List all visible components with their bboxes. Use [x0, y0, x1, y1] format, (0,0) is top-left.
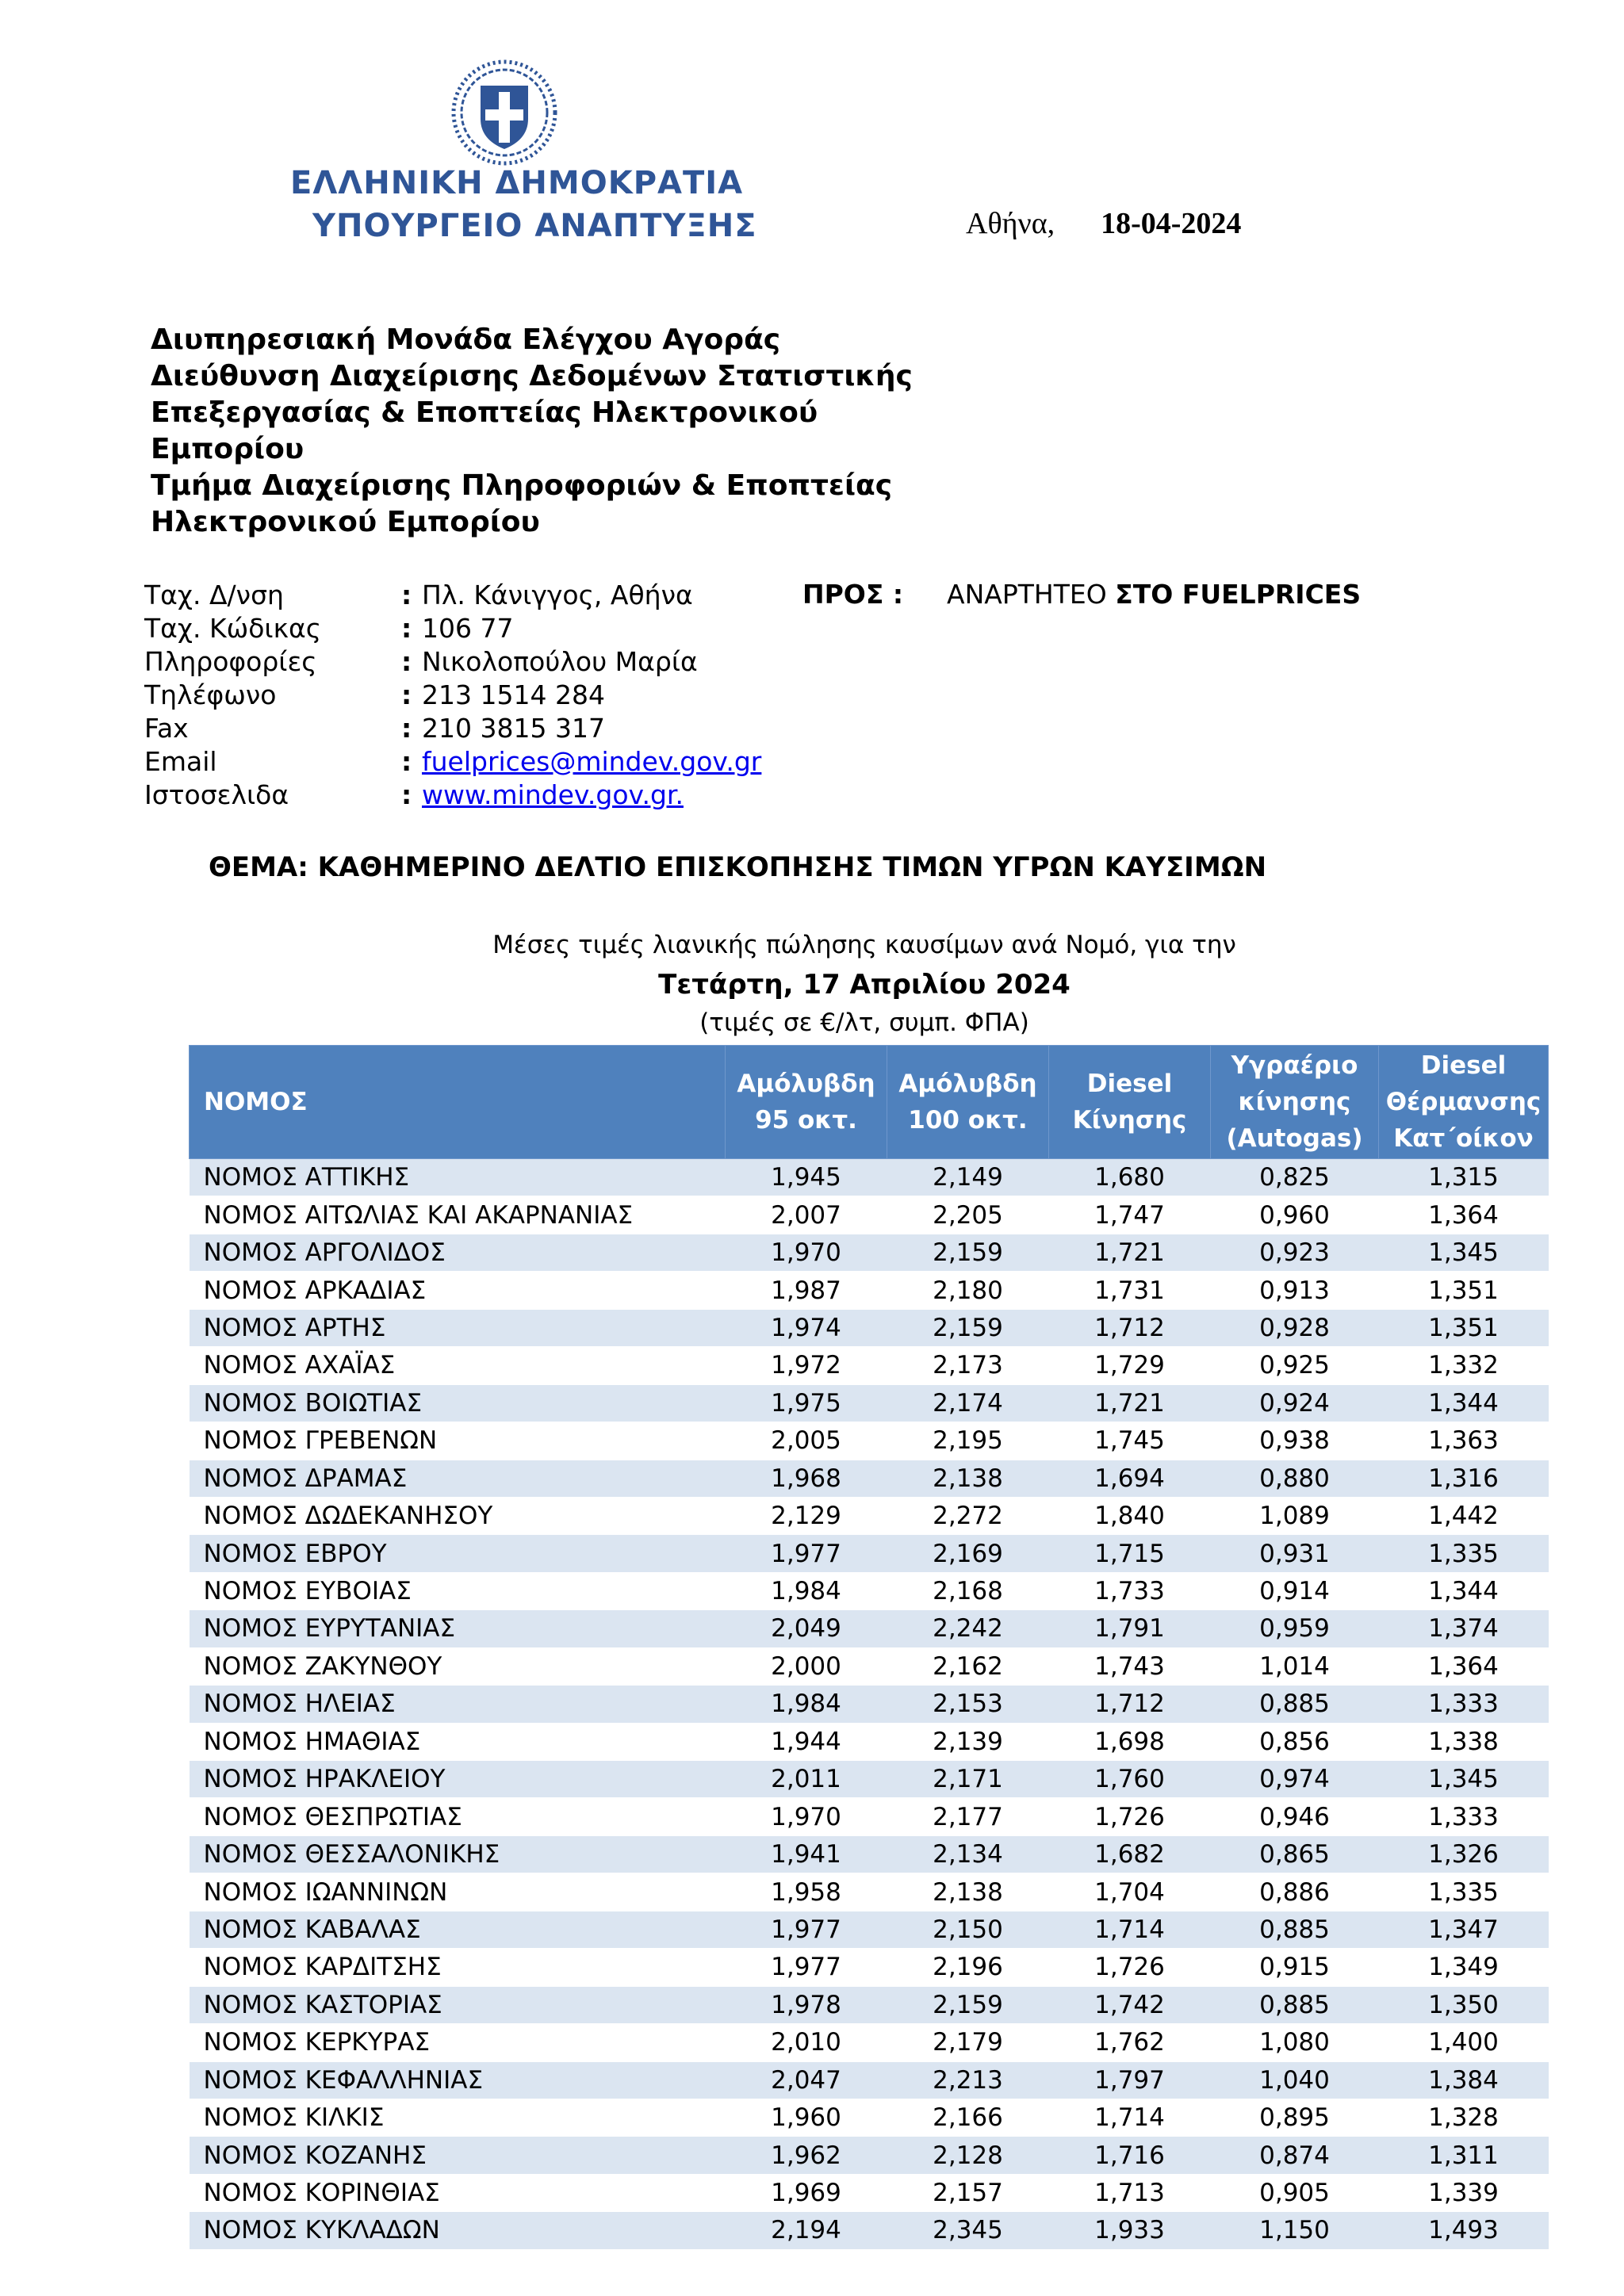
cell-diesel: 1,762 [1049, 2024, 1211, 2061]
cell-unleaded-95: 1,941 [726, 1835, 887, 1873]
cell-diesel: 1,729 [1049, 1347, 1211, 1384]
cell-unleaded-95: 1,977 [726, 1911, 887, 1948]
table-row [190, 2061, 1549, 2099]
cell-autogas: 0,959 [1211, 1610, 1379, 1647]
contact-label: Email [144, 746, 217, 777]
table-row [190, 1196, 1549, 1234]
cell-nomos: ΝΟΜΟΣ ΑΡΓΟΛΙΔΟΣ [190, 1234, 726, 1271]
cell-heating-diesel: 1,339 [1379, 2174, 1549, 2211]
cell-autogas: 0,946 [1211, 1798, 1379, 1835]
cell-diesel: 1,694 [1049, 1460, 1211, 1497]
cell-unleaded-95: 1,984 [726, 1572, 887, 1609]
cell-unleaded-95: 1,968 [726, 1460, 887, 1497]
cell-unleaded-95: 1,978 [726, 1986, 887, 2023]
cell-nomos: ΝΟΜΟΣ ΘΕΣΠΡΩΤΙΑΣ [190, 1798, 726, 1835]
cell-unleaded-95: 1,977 [726, 1535, 887, 1572]
cell-unleaded-100: 2,205 [887, 1196, 1049, 1234]
cell-heating-diesel: 1,335 [1379, 1535, 1549, 1572]
table-date: Τετάρτη, 17 Απριλίου 2024 [658, 969, 1071, 1001]
table-row [190, 1686, 1549, 1723]
cell-heating-diesel: 1,344 [1379, 1572, 1549, 1609]
cell-heating-diesel: 1,332 [1379, 1347, 1549, 1384]
cell-autogas: 0,960 [1211, 1196, 1379, 1234]
table-row [190, 1949, 1549, 1986]
republic-title: ΕΛΛΗΝΙΚΗ ΔΗΜΟΚΡΑΤΙΑ [290, 165, 744, 201]
cell-autogas: 0,885 [1211, 1986, 1379, 2023]
cell-unleaded-100: 2,180 [887, 1272, 1049, 1309]
cell-heating-diesel: 1,493 [1379, 2212, 1549, 2249]
contact-label: Ταχ. Κώδικας [144, 613, 322, 644]
department-line: Διυπηρεσιακή Μονάδα Ελέγχου Αγοράς [151, 323, 781, 356]
cell-diesel: 1,721 [1049, 1384, 1211, 1422]
cell-heating-diesel: 1,335 [1379, 1873, 1549, 1911]
cell-diesel: 1,747 [1049, 1196, 1211, 1234]
cell-unleaded-95: 1,962 [726, 2137, 887, 2174]
department-line: Ηλεκτρονικού Εμπορίου [151, 506, 540, 538]
contact-separator: : [401, 713, 412, 744]
postcode-value: 106 77 [422, 613, 514, 644]
department-block [151, 322, 913, 541]
cell-unleaded-95: 1,969 [726, 2174, 887, 2211]
table-row [190, 1384, 1549, 1422]
table-row [190, 1497, 1549, 1534]
cell-unleaded-100: 2,166 [887, 2099, 1049, 2136]
cell-nomos: ΝΟΜΟΣ ΕΥΒΟΙΑΣ [190, 1572, 726, 1609]
contact-separator: : [401, 779, 412, 810]
document-date: 18-04-2024 [1101, 207, 1242, 240]
cell-nomos: ΝΟΜΟΣ ΗΡΑΚΛΕΙΟΥ [190, 1761, 726, 1798]
table-row [190, 1347, 1549, 1384]
table-row [190, 1835, 1549, 1873]
fax-value: 210 3815 317 [422, 713, 605, 744]
cell-heating-diesel: 1,347 [1379, 1911, 1549, 1948]
cell-heating-diesel: 1,315 [1379, 1159, 1549, 1196]
cell-autogas: 0,856 [1211, 1723, 1379, 1760]
cell-autogas: 0,885 [1211, 1911, 1379, 1948]
cell-nomos: ΝΟΜΟΣ ΑΤΤΙΚΗΣ [190, 1159, 726, 1196]
cell-autogas: 0,825 [1211, 1159, 1379, 1196]
recipient-label: ΠΡΟΣ : [802, 579, 904, 610]
cell-autogas: 0,914 [1211, 1572, 1379, 1609]
cell-nomos: ΝΟΜΟΣ ΗΛΕΙΑΣ [190, 1686, 726, 1723]
recipient-prefix: ΑΝΑΡΤΗΤΕΟ [947, 579, 1107, 610]
table-row [190, 1761, 1549, 1798]
contact-label: Ιστοσελιδα [144, 779, 289, 810]
cell-diesel: 1,712 [1049, 1309, 1211, 1346]
greek-emblem-icon [449, 57, 560, 168]
cell-unleaded-100: 2,139 [887, 1723, 1049, 1760]
department-line: Εμπορίου [151, 433, 304, 465]
cell-diesel: 1,933 [1049, 2212, 1211, 2249]
department-line: Επεξεργασίας & Εποπτείας Ηλεκτρονικού [151, 396, 818, 429]
cell-nomos: ΝΟΜΟΣ ΚΙΛΚΙΣ [190, 2099, 726, 2136]
cell-nomos: ΝΟΜΟΣ ΔΡΑΜΑΣ [190, 1460, 726, 1497]
cell-autogas: 0,905 [1211, 2174, 1379, 2211]
cell-heating-diesel: 1,364 [1379, 1647, 1549, 1685]
cell-unleaded-100: 2,162 [887, 1647, 1049, 1685]
cell-unleaded-95: 1,974 [726, 1309, 887, 1346]
cell-autogas: 0,874 [1211, 2137, 1379, 2174]
cell-unleaded-95: 2,005 [726, 1422, 887, 1460]
cell-diesel: 1,791 [1049, 1610, 1211, 1647]
cell-unleaded-100: 2,157 [887, 2174, 1049, 2211]
cell-unleaded-100: 2,150 [887, 1911, 1049, 1948]
recipient-target: ΣΤΟ FUELPRICES [1115, 579, 1362, 610]
cell-diesel: 1,716 [1049, 2137, 1211, 2174]
cell-unleaded-95: 1,944 [726, 1723, 887, 1760]
cell-unleaded-100: 2,169 [887, 1535, 1049, 1572]
phone-value: 213 1514 284 [422, 679, 605, 710]
cell-heating-diesel: 1,374 [1379, 1610, 1549, 1647]
cell-diesel: 1,704 [1049, 1873, 1211, 1911]
cell-nomos: ΝΟΜΟΣ ΖΑΚΥΝΘΟΥ [190, 1647, 726, 1685]
contact-separator: : [401, 580, 412, 610]
cell-nomos: ΝΟΜΟΣ ΚΑΡΔΙΤΣΗΣ [190, 1949, 726, 1986]
cell-autogas: 0,886 [1211, 1873, 1379, 1911]
table-caption: Μέσες τιμές λιανικής πώλησης καυσίμων ανά Νομό, για την [492, 931, 1236, 959]
contact-label: Fax [144, 713, 189, 744]
dateline [966, 206, 1241, 241]
ministry-title: ΥΠΟΥΡΓΕΙΟ ΑΝΑΠΤΥΞΗΣ [312, 208, 757, 244]
table-row [190, 2174, 1549, 2211]
cell-nomos: ΝΟΜΟΣ ΕΥΡΥΤΑΝΙΑΣ [190, 1610, 726, 1647]
table-row [190, 1610, 1549, 1647]
cell-unleaded-100: 2,138 [887, 1873, 1049, 1911]
cell-diesel: 1,714 [1049, 2099, 1211, 2136]
cell-heating-diesel: 1,349 [1379, 1949, 1549, 1986]
cell-diesel: 1,745 [1049, 1422, 1211, 1460]
cell-diesel: 1,742 [1049, 1986, 1211, 2023]
cell-heating-diesel: 1,328 [1379, 2099, 1549, 2136]
cell-unleaded-95: 1,970 [726, 1798, 887, 1835]
table-body [190, 1159, 1549, 2250]
table-row [190, 2137, 1549, 2174]
table-row [190, 2212, 1549, 2249]
cell-heating-diesel: 1,350 [1379, 1986, 1549, 2023]
cell-nomos: ΝΟΜΟΣ ΑΧΑΪΑΣ [190, 1347, 726, 1384]
cell-unleaded-100: 2,149 [887, 1159, 1049, 1196]
cell-unleaded-95: 2,007 [726, 1196, 887, 1234]
location: Αθήνα, [966, 207, 1055, 240]
cell-autogas: 1,014 [1211, 1647, 1379, 1685]
cell-diesel: 1,680 [1049, 1159, 1211, 1196]
cell-unleaded-95: 2,010 [726, 2024, 887, 2061]
cell-heating-diesel: 1,344 [1379, 1384, 1549, 1422]
cell-diesel: 1,840 [1049, 1497, 1211, 1534]
table-row [190, 1234, 1549, 1271]
table-header-row [190, 1046, 1549, 1159]
table-row [190, 2024, 1549, 2061]
cell-unleaded-100: 2,173 [887, 1347, 1049, 1384]
cell-unleaded-100: 2,177 [887, 1798, 1049, 1835]
cell-diesel: 1,726 [1049, 1798, 1211, 1835]
cell-heating-diesel: 1,316 [1379, 1460, 1549, 1497]
website-link[interactable]: www.mindev.gov.gr. [422, 779, 684, 810]
cell-nomos: ΝΟΜΟΣ ΚΕΦΑΛΛΗΝΙΑΣ [190, 2061, 726, 2099]
cell-unleaded-100: 2,174 [887, 1384, 1049, 1422]
cell-autogas: 0,915 [1211, 1949, 1379, 1986]
cell-heating-diesel: 1,351 [1379, 1272, 1549, 1309]
cell-nomos: ΝΟΜΟΣ ΕΒΡΟΥ [190, 1535, 726, 1572]
cell-nomos: ΝΟΜΟΣ ΔΩΔΕΚΑΝΗΣΟΥ [190, 1497, 726, 1534]
contact-separator: : [401, 679, 412, 710]
cell-heating-diesel: 1,311 [1379, 2137, 1549, 2174]
cell-nomos: ΝΟΜΟΣ ΑΡΚΑΔΙΑΣ [190, 1272, 726, 1309]
cell-nomos: ΝΟΜΟΣ ΚΑΣΤΟΡΙΑΣ [190, 1986, 726, 2023]
cell-diesel: 1,715 [1049, 1535, 1211, 1572]
cell-diesel: 1,713 [1049, 2174, 1211, 2211]
contact-separator: : [401, 646, 412, 677]
cell-unleaded-100: 2,195 [887, 1422, 1049, 1460]
cell-autogas: 0,885 [1211, 1686, 1379, 1723]
cell-diesel: 1,714 [1049, 1911, 1211, 1948]
cell-unleaded-100: 2,153 [887, 1686, 1049, 1723]
cell-unleaded-100: 2,171 [887, 1761, 1049, 1798]
cell-autogas: 1,150 [1211, 2212, 1379, 2249]
cell-autogas: 1,080 [1211, 2024, 1379, 2061]
cell-heating-diesel: 1,333 [1379, 1798, 1549, 1835]
contact-separator: : [401, 746, 412, 777]
table-units: (τιμές σε €/λτ, συμπ. ΦΠΑ) [699, 1008, 1029, 1037]
cell-autogas: 0,923 [1211, 1234, 1379, 1271]
cell-unleaded-95: 1,958 [726, 1873, 887, 1911]
table-row [190, 1272, 1549, 1309]
cell-autogas: 0,880 [1211, 1460, 1379, 1497]
cell-unleaded-95: 2,011 [726, 1761, 887, 1798]
cell-autogas: 0,938 [1211, 1422, 1379, 1460]
cell-heating-diesel: 1,442 [1379, 1497, 1549, 1534]
cell-diesel: 1,682 [1049, 1835, 1211, 1873]
cell-diesel: 1,726 [1049, 1949, 1211, 1986]
cell-autogas: 1,089 [1211, 1497, 1379, 1534]
department-line: Διεύθυνση Διαχείρισης Δεδομένων Στατιστικής [151, 360, 913, 392]
cell-nomos: ΝΟΜΟΣ ΓΡΕΒΕΝΩΝ [190, 1422, 726, 1460]
document-subject: ΘΕΜΑ: ΚΑΘΗΜΕΡΙΝΟ ΔΕΛΤΙΟ ΕΠΙΣΚΟΠΗΣΗΣ ΤΙΜΩΝ ΥΓΡΩΝ ΚΑΥΣΙΜΩΝ [208, 851, 1267, 883]
header-heating-diesel: Diesel Θέρμανσης Κατ΄οίκον [1379, 1046, 1549, 1159]
cell-unleaded-95: 2,049 [726, 1610, 887, 1647]
cell-nomos: ΝΟΜΟΣ ΑΙΤΩΛΙΑΣ ΚΑΙ ΑΚΑΡΝΑΝΙΑΣ [190, 1196, 726, 1234]
header-unleaded-100: Αμόλυβδη 100 οκτ. [887, 1046, 1049, 1159]
table-row [190, 1986, 1549, 2023]
cell-nomos: ΝΟΜΟΣ ΚΥΚΛΑΔΩΝ [190, 2212, 726, 2249]
cell-nomos: ΝΟΜΟΣ ΘΕΣΣΑΛΟΝΙΚΗΣ [190, 1835, 726, 1873]
cell-heating-diesel: 1,400 [1379, 2024, 1549, 2061]
cell-autogas: 0,974 [1211, 1761, 1379, 1798]
cell-nomos: ΝΟΜΟΣ ΗΜΑΘΙΑΣ [190, 1723, 726, 1760]
cell-autogas: 0,931 [1211, 1535, 1379, 1572]
header-unleaded-95: Αμόλυβδη 95 οκτ. [726, 1046, 887, 1159]
cell-nomos: ΝΟΜΟΣ ΚΕΡΚΥΡΑΣ [190, 2024, 726, 2061]
cell-heating-diesel: 1,345 [1379, 1761, 1549, 1798]
cell-heating-diesel: 1,345 [1379, 1234, 1549, 1271]
cell-nomos: ΝΟΜΟΣ ΚΟΡΙΝΘΙΑΣ [190, 2174, 726, 2211]
cell-heating-diesel: 1,364 [1379, 1196, 1549, 1234]
cell-nomos: ΝΟΜΟΣ ΒΟΙΩΤΙΑΣ [190, 1384, 726, 1422]
cell-diesel: 1,760 [1049, 1761, 1211, 1798]
fuel-prices-table [189, 1045, 1549, 2250]
cell-unleaded-95: 1,984 [726, 1686, 887, 1723]
cell-unleaded-100: 2,138 [887, 1460, 1049, 1497]
cell-unleaded-100: 2,179 [887, 2024, 1049, 2061]
email-link[interactable]: fuelprices@mindev.gov.gr [422, 746, 762, 777]
cell-heating-diesel: 1,384 [1379, 2061, 1549, 2099]
cell-diesel: 1,721 [1049, 1234, 1211, 1271]
cell-unleaded-95: 1,987 [726, 1272, 887, 1309]
cell-autogas: 0,928 [1211, 1309, 1379, 1346]
table-row [190, 2099, 1549, 2136]
cell-diesel: 1,797 [1049, 2061, 1211, 2099]
cell-unleaded-100: 2,159 [887, 1986, 1049, 2023]
cell-unleaded-95: 1,972 [726, 1347, 887, 1384]
table-row [190, 1647, 1549, 1685]
cell-unleaded-100: 2,242 [887, 1610, 1049, 1647]
cell-unleaded-100: 2,159 [887, 1234, 1049, 1271]
table-row [190, 1309, 1549, 1346]
cell-heating-diesel: 1,338 [1379, 1723, 1549, 1760]
cell-diesel: 1,743 [1049, 1647, 1211, 1685]
cell-diesel: 1,712 [1049, 1686, 1211, 1723]
cell-autogas: 1,040 [1211, 2061, 1379, 2099]
cell-nomos: ΝΟΜΟΣ ΑΡΤΗΣ [190, 1309, 726, 1346]
cell-unleaded-100: 2,213 [887, 2061, 1049, 2099]
cell-nomos: ΝΟΜΟΣ ΚΟΖΑΝΗΣ [190, 2137, 726, 2174]
table-row [190, 1798, 1549, 1835]
cell-unleaded-95: 1,970 [726, 1234, 887, 1271]
cell-heating-diesel: 1,363 [1379, 1422, 1549, 1460]
cell-autogas: 0,865 [1211, 1835, 1379, 1873]
cell-diesel: 1,731 [1049, 1272, 1211, 1309]
cell-autogas: 0,895 [1211, 2099, 1379, 2136]
contact-label: Πληροφορίες [144, 646, 317, 677]
contact-label: Ταχ. Δ/νση [144, 580, 284, 610]
cell-unleaded-95: 1,977 [726, 1949, 887, 1986]
contact-separator: : [401, 613, 412, 644]
cell-unleaded-95: 1,960 [726, 2099, 887, 2136]
cell-heating-diesel: 1,351 [1379, 1309, 1549, 1346]
cell-autogas: 0,924 [1211, 1384, 1379, 1422]
cell-nomos: ΝΟΜΟΣ ΚΑΒΑΛΑΣ [190, 1911, 726, 1948]
contact-label: Τηλέφωνο [144, 679, 277, 710]
cell-unleaded-100: 2,159 [887, 1309, 1049, 1346]
department-line: Τμήμα Διαχείρισης Πληροφοριών & Εποπτείας [151, 469, 893, 502]
cell-autogas: 0,913 [1211, 1272, 1379, 1309]
cell-unleaded-100: 2,345 [887, 2212, 1049, 2249]
cell-unleaded-95: 2,047 [726, 2061, 887, 2099]
table-row [190, 1422, 1549, 1460]
cell-unleaded-95: 2,129 [726, 1497, 887, 1534]
table-row [190, 1535, 1549, 1572]
table-row [190, 1572, 1549, 1609]
cell-diesel: 1,698 [1049, 1723, 1211, 1760]
table-row [190, 1159, 1549, 1196]
address-value: Πλ. Κάνιγγος, Αθήνα [422, 580, 693, 610]
cell-heating-diesel: 1,333 [1379, 1686, 1549, 1723]
cell-unleaded-100: 2,272 [887, 1497, 1049, 1534]
cell-unleaded-100: 2,168 [887, 1572, 1049, 1609]
table-row [190, 1723, 1549, 1760]
cell-diesel: 1,733 [1049, 1572, 1211, 1609]
header-nomos: ΝΟΜΟΣ [190, 1046, 726, 1159]
info-person-value: Νικολοπούλου Μαρία [422, 646, 698, 677]
cell-unleaded-95: 1,975 [726, 1384, 887, 1422]
recipient-value [947, 579, 1361, 610]
cell-heating-diesel: 1,326 [1379, 1835, 1549, 1873]
cell-unleaded-100: 2,128 [887, 2137, 1049, 2174]
header-diesel: Diesel Κίνησης [1049, 1046, 1211, 1159]
cell-unleaded-100: 2,196 [887, 1949, 1049, 1986]
cell-nomos: ΝΟΜΟΣ ΙΩΑΝΝΙΝΩΝ [190, 1873, 726, 1911]
cell-unleaded-95: 2,000 [726, 1647, 887, 1685]
cell-unleaded-95: 2,194 [726, 2212, 887, 2249]
cell-unleaded-95: 1,945 [726, 1159, 887, 1196]
table-row [190, 1911, 1549, 1948]
header-autogas: Υγραέριο κίνησης (Autogas) [1211, 1046, 1379, 1159]
cell-autogas: 0,925 [1211, 1347, 1379, 1384]
table-row [190, 1460, 1549, 1497]
cell-unleaded-100: 2,134 [887, 1835, 1049, 1873]
table-row [190, 1873, 1549, 1911]
